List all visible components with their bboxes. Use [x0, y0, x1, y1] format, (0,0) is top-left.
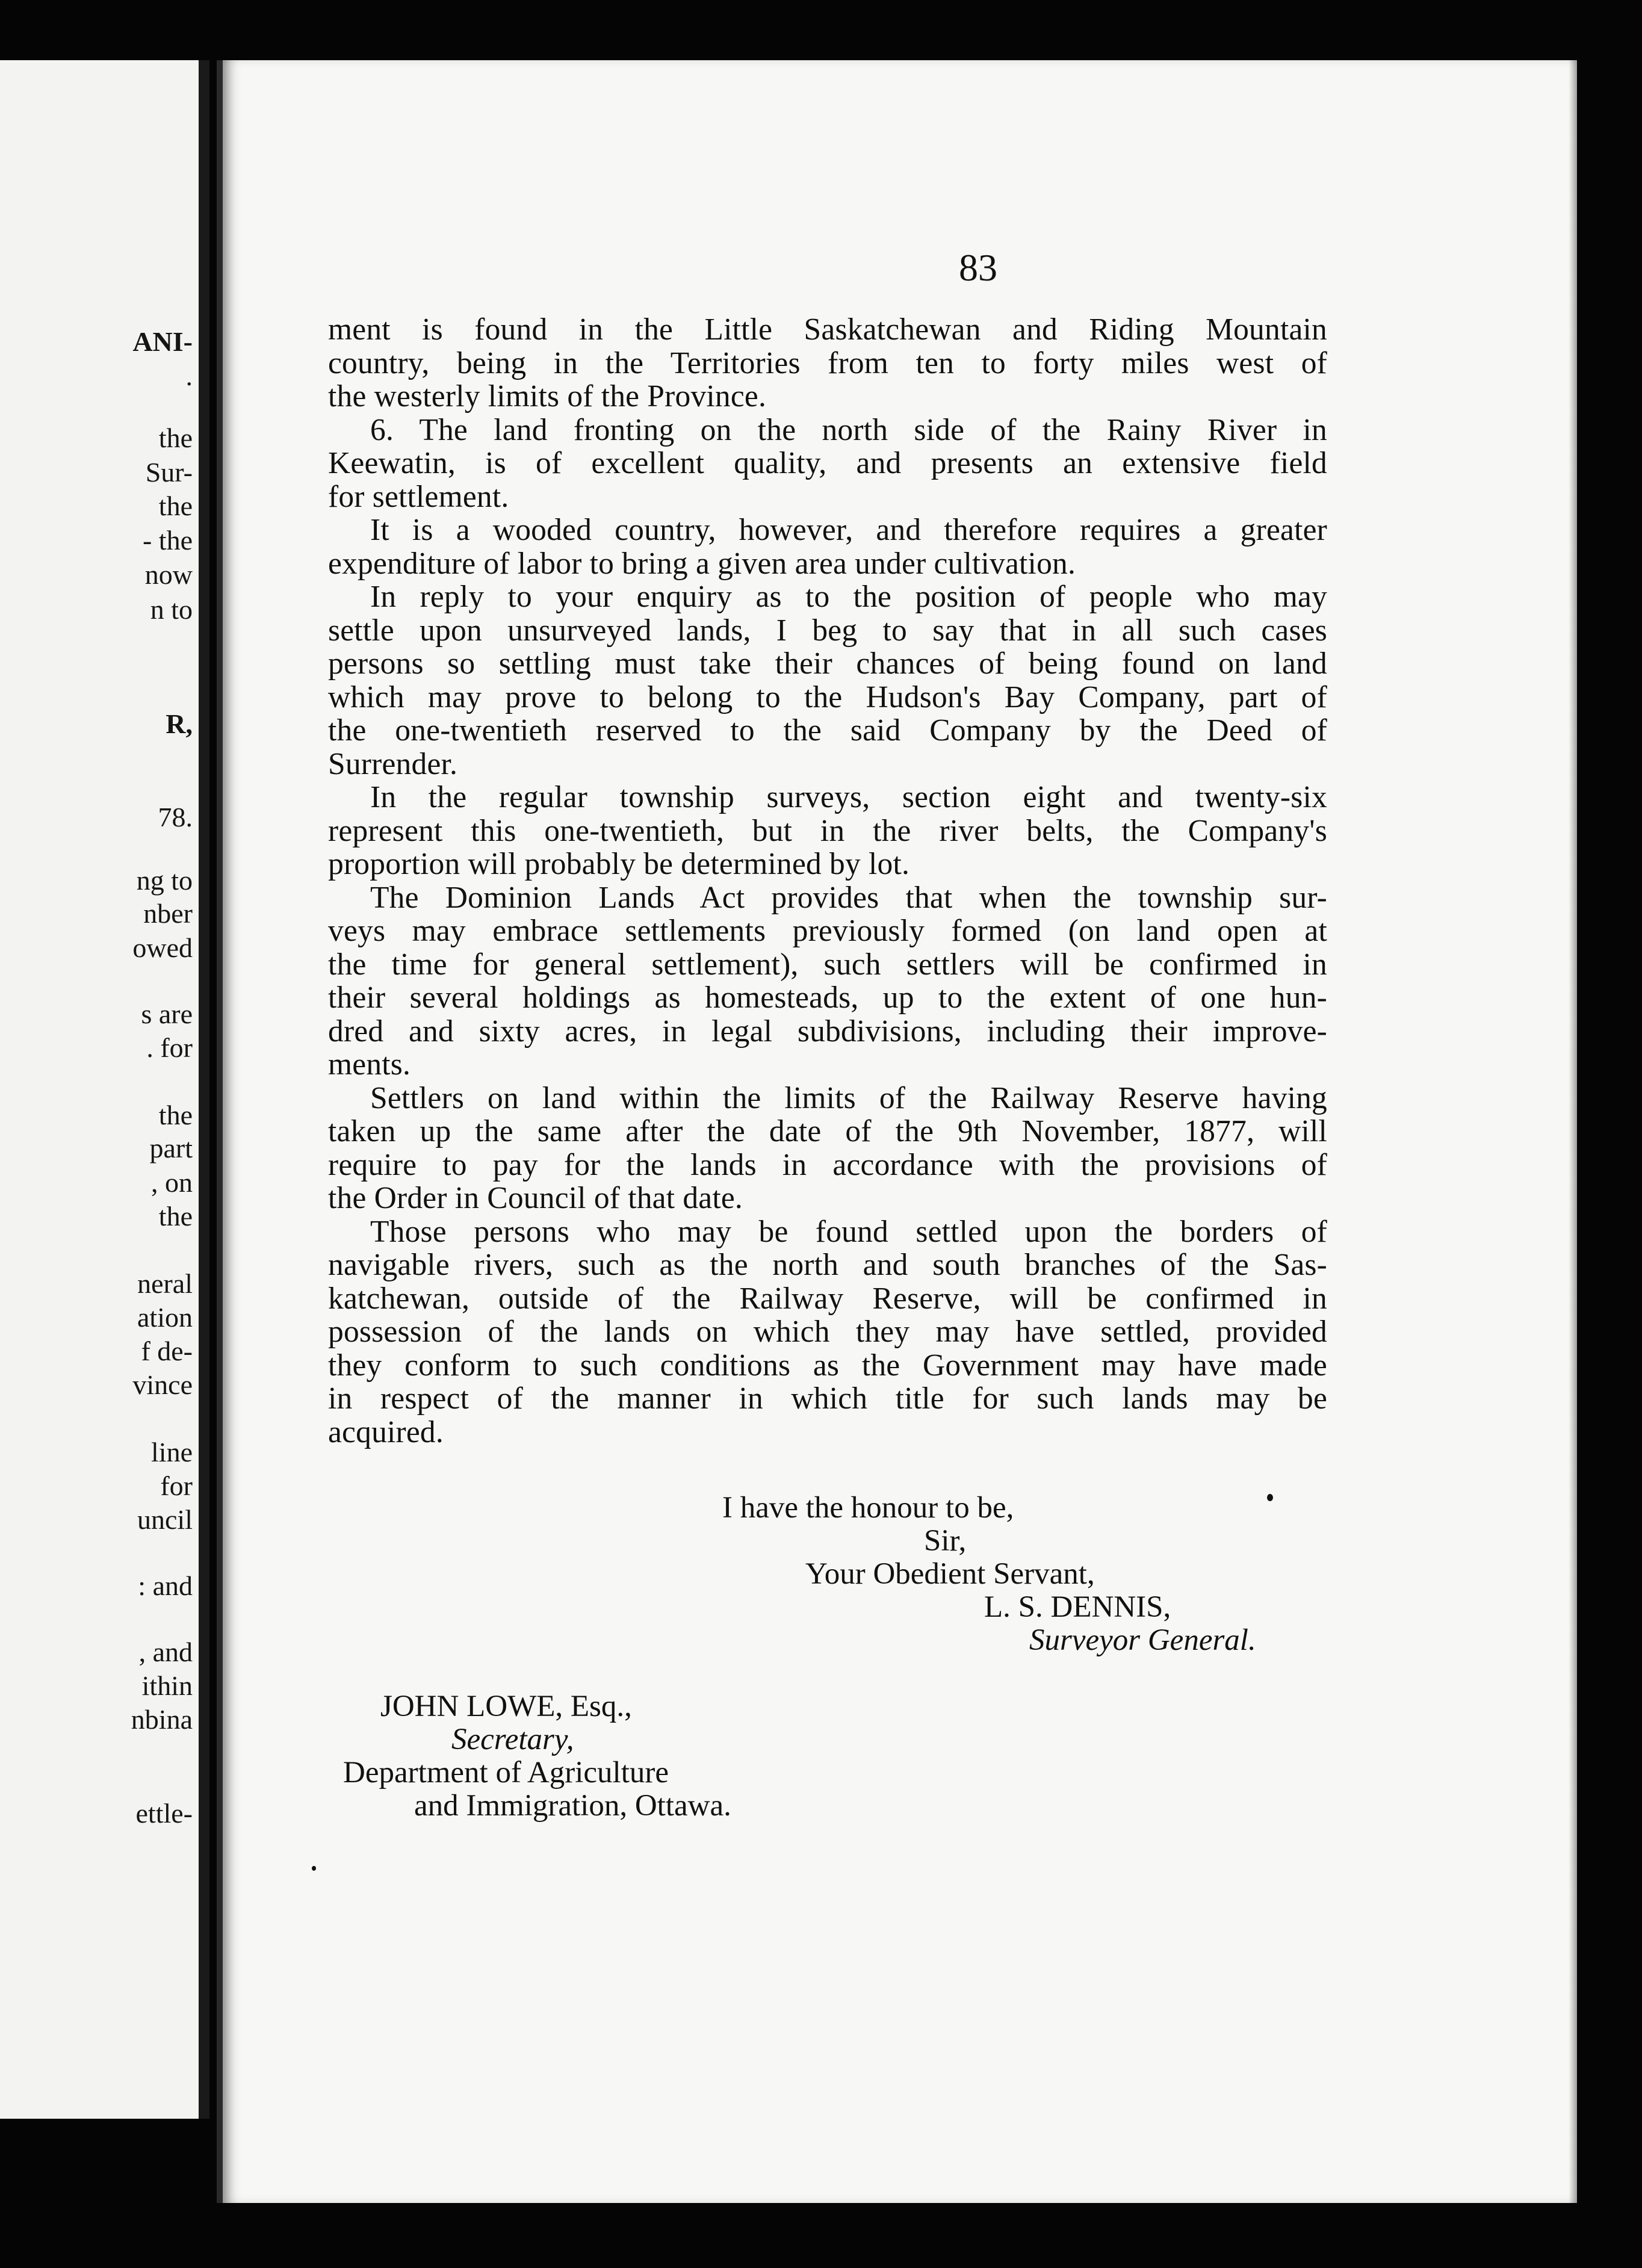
left-page-fragment: the	[158, 423, 193, 453]
signatory-title: Surveyor General.	[1029, 1623, 1256, 1657]
left-page-fragment: ation	[137, 1302, 193, 1333]
body-line: acquired.	[328, 1414, 444, 1449]
body-line: in respect of the manner in which title for such lands may be	[328, 1381, 1327, 1416]
left-page-fragment: - the	[142, 525, 193, 556]
left-page-fragment: now	[144, 559, 193, 590]
left-page-fragment: uncil	[137, 1504, 193, 1535]
body-line: taken up the same after the date of the 9th November, 1877, will	[328, 1114, 1327, 1148]
body-line: In the regular township surveys, section eight and twenty-six	[370, 780, 1327, 814]
left-page-fragment: the	[158, 1100, 193, 1130]
body-line: katchewan, outside of the Railway Reserve, will be confirmed in	[328, 1281, 1327, 1316]
closing-honour: I have the honour to be,	[722, 1491, 1014, 1525]
body-line: navigable rivers, such as the north and south branches of the Sas-	[328, 1248, 1327, 1282]
left-page-fragment: for	[160, 1470, 193, 1501]
ink-speck	[1267, 1494, 1273, 1501]
left-page-fragment: R,	[166, 708, 193, 739]
body-line: their several holdings as homesteads, up to the extent of one hun-	[328, 981, 1327, 1015]
body-line: the one-twentieth reserved to the said Company by the Deed of	[328, 713, 1327, 748]
left-page-fragment: neral	[137, 1268, 193, 1299]
body-line: ment is found in the Little Saskatchewan and Riding Mountain	[328, 312, 1327, 347]
left-page-fragment: 78.	[158, 802, 193, 832]
body-line: the Order in Council of that date.	[328, 1181, 743, 1215]
left-page-fragment: ANI-	[132, 326, 193, 357]
body-line: the time for general settlement), such settlers will be confirmed in	[328, 947, 1327, 982]
left-page-fragment: vince	[132, 1369, 193, 1400]
addressee-name: JOHN LOWE, Esq.,	[380, 1690, 632, 1723]
body-line: 6. The land fronting on the north side of the Rainy River in	[370, 412, 1327, 447]
left-page-fragment: , on	[151, 1167, 193, 1198]
body-line: Keewatin, is of excellent quality, and presents an extensive field	[328, 446, 1327, 480]
addressee-department-line1: Department of Agriculture	[343, 1756, 669, 1789]
body-line: persons so settling must take their chances of being found on land	[328, 646, 1327, 681]
body-line: proportion will probably be determined by lot.	[328, 847, 910, 881]
page-edge-shadow	[1569, 60, 1577, 2203]
body-line: dred and sixty acres, in legal subdivisions, including their improve-	[328, 1014, 1327, 1049]
closing-sir: Sir,	[924, 1524, 967, 1558]
closing-servant: Your Obedient Servant,	[805, 1557, 1095, 1591]
body-line: It is a wooded country, however, and therefore requires a greater	[370, 513, 1327, 547]
main-page	[217, 60, 1577, 2203]
left-page-fragment: .	[185, 361, 193, 391]
body-line: expenditure of labor to bring a given area under cultivation.	[328, 546, 1076, 581]
addressee-role: Secretary,	[451, 1723, 574, 1756]
left-page-fragment: ithin	[141, 1670, 193, 1701]
ink-speck	[312, 1866, 316, 1871]
left-page-fragment: ng to	[136, 865, 193, 896]
body-line: Settlers on land within the limits of the Railway Reserve having	[370, 1080, 1327, 1115]
body-text	[328, 313, 1327, 1449]
left-page-fragment: : and	[138, 1570, 193, 1601]
left-page-fragment: the	[158, 1201, 193, 1232]
left-page-fragment: , and	[138, 1637, 193, 1667]
body-line: which may prove to belong to the Hudson's Bay Company, part of	[328, 680, 1327, 714]
page-number: 83	[959, 246, 997, 289]
body-line: the westerly limits of the Province.	[328, 379, 767, 414]
left-page-fragment: s are	[141, 999, 193, 1029]
left-page-fragment: f de-	[141, 1336, 193, 1366]
body-line: ments.	[328, 1047, 411, 1082]
body-line: for settlement.	[328, 479, 509, 514]
body-line: Surrender.	[328, 746, 458, 781]
signatory-name: L. S. DENNIS,	[984, 1590, 1171, 1624]
body-line: require to pay for the lands in accordance with the provisions of	[328, 1147, 1327, 1182]
left-page-fragment: owed	[132, 932, 193, 963]
left-page-fragment: line	[151, 1437, 193, 1467]
body-line: Those persons who may be found settled upon the borders of	[370, 1214, 1327, 1249]
addressee-department-line2: and Immigration, Ottawa.	[414, 1789, 731, 1823]
left-page-fragment: nber	[143, 898, 193, 929]
body-line: they conform to such conditions as the Government may have made	[328, 1348, 1327, 1383]
left-facing-page	[0, 60, 209, 2119]
body-line: represent this one-twentieth, but in the river belts, the Company's	[328, 813, 1327, 848]
body-line: possession of the lands on which they may have settled, provided	[328, 1315, 1327, 1349]
left-page-fragment: n to	[150, 594, 193, 625]
left-page-fragment: nbina	[131, 1704, 193, 1735]
body-line: settle upon unsurveyed lands, I beg to say that in all such cases	[328, 613, 1327, 648]
body-line: The Dominion Lands Act provides that when the township sur-	[370, 880, 1327, 915]
body-line: In reply to your enquiry as to the position of people who may	[370, 580, 1327, 614]
body-line: veys may embrace settlements previously formed (on land open at	[328, 914, 1327, 948]
left-page-fragment: Sur-	[145, 457, 193, 488]
body-line: country, being in the Territories from ten to forty miles west of	[328, 345, 1327, 380]
left-page-fragment: ettle-	[135, 1798, 193, 1829]
left-page-fragment: . for	[146, 1032, 193, 1063]
left-page-fragment: part	[149, 1133, 193, 1163]
left-page-fragment: the	[158, 491, 193, 521]
